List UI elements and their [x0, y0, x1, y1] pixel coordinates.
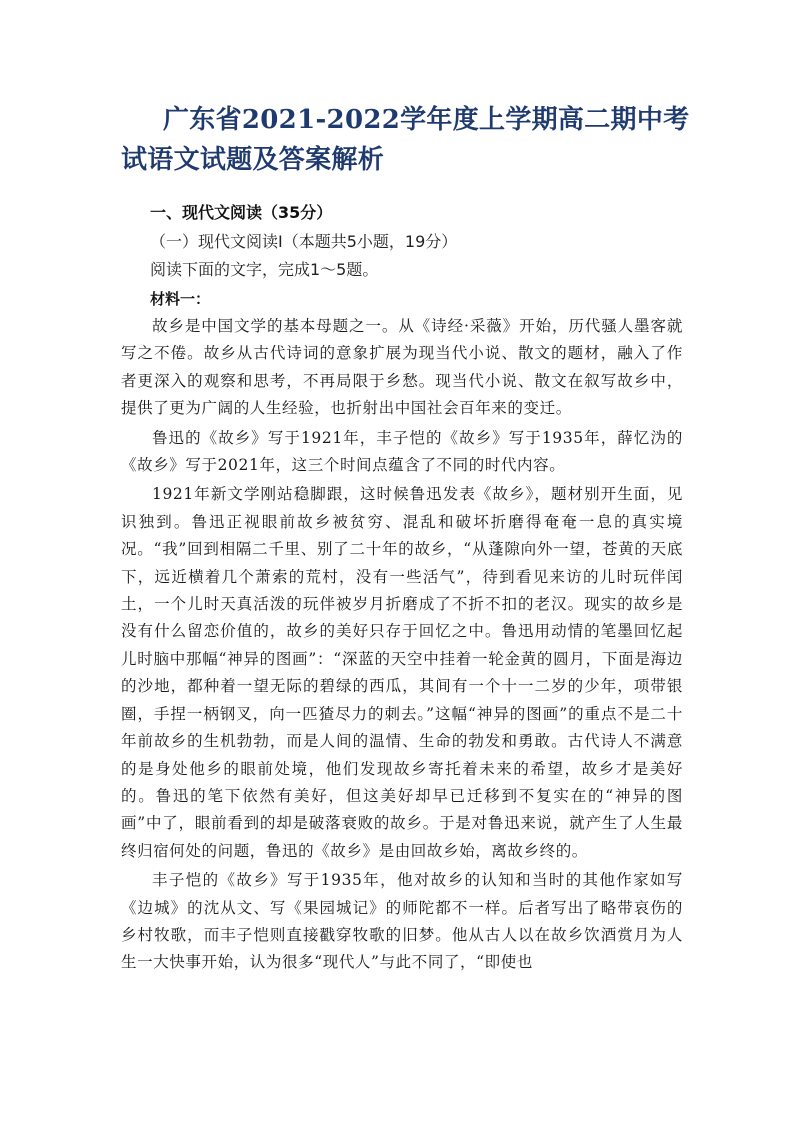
- section-heading: 一、现代文阅读（35分）: [150, 203, 333, 222]
- material-body: [121, 313, 683, 979]
- document-title: 广东省2021-2022学年度上学期高二期中考试语文试题及答案解析: [121, 105, 690, 175]
- paragraph-2: 鲁迅的《故乡》写于1921年，丰子恺的《故乡》写于1935年，薛忆沩的《故乡》写于2021年，这三个时间点蕴含了不同的时代内容。: [121, 428, 683, 475]
- paragraph-4: 丰子恺的《故乡》写于1935年，他对故乡的认知和当时的其他作家如写《边城》的沈从文、写《果园城记》的师陀都不一样。后者写出了略带哀伤的乡村牧歌，而丰子恺则直接戳穿牧歌的旧梦。他从古人以在故乡饮酒赏月为人生一大快事开始，认为很多“现代人”与此不同了，“即使也: [121, 871, 683, 972]
- subsection-heading: （一）现代文阅读Ⅰ（本题共5小题，19分）: [150, 232, 458, 251]
- material-label: 材料一：: [150, 290, 211, 308]
- paragraph-3: 1921年新文学刚站稳脚跟，这时候鲁迅发表《故乡》，题材别开生面，见识独到。鲁迅正视眼前故乡被贫穷、混乱和破坏折磨得奄奄一息的真实境况。“我”回到相隔二千里、别了二十年的故乡，“从蓬隙向外一望，苍黄的天底下，远近横着几个萧索的荒村，没有一些活气”，待到看见来访的儿时玩伴闰土，一个儿时天真活泼的玩伴被岁月折磨成了不折不扣的老汉。现实的故乡是没有什么留恋价值的，故乡的美好只存于回忆之中。鲁迅用动情的笔墨回忆起儿时脑中那幅“神异的图画”：“深蓝的天空中挂着一轮金黄的圆月，下面是海边的沙地，都种着一望无际的碧绿的西瓜，其间有一个十一二岁的少年，项带银圈，手捏一柄钢叉，向一匹猹尽力的刺去。”这幅“神异的图画”的重点不是二十年前故乡的生机勃勃，而是人间的温情、生命的勃发和勇敢。古代诗人不满意的是身处他乡的眼前处境，他们发现故乡寄托着未来的希望，故乡才是美好的。鲁迅的笔下依然有美好，但这美好却早已迁移到不复实在的“神异的图画”中了，眼前看到的却是破落衰败的故乡。于是对鲁迅来说，就产生了人生最终归宿何处的问题，鲁迅的《故乡》是由回故乡始，离故乡终的。: [121, 485, 683, 860]
- reading-instruction: 阅读下面的文字，完成1～5题。: [150, 260, 379, 279]
- paragraph-1: 故乡是中国文学的基本母题之一。从《诗经·采薇》开始，历代骚人墨客就写之不倦。故乡从古代诗词的意象扩展为现当代小说、散文的题材，融入了作者更深入的观察和思考，不再局限于乡愁。现当代小说、散文在叙写故乡中，提供了更为广阔的人生经验，也折射出中国社会百年来的变迁。: [121, 317, 683, 418]
